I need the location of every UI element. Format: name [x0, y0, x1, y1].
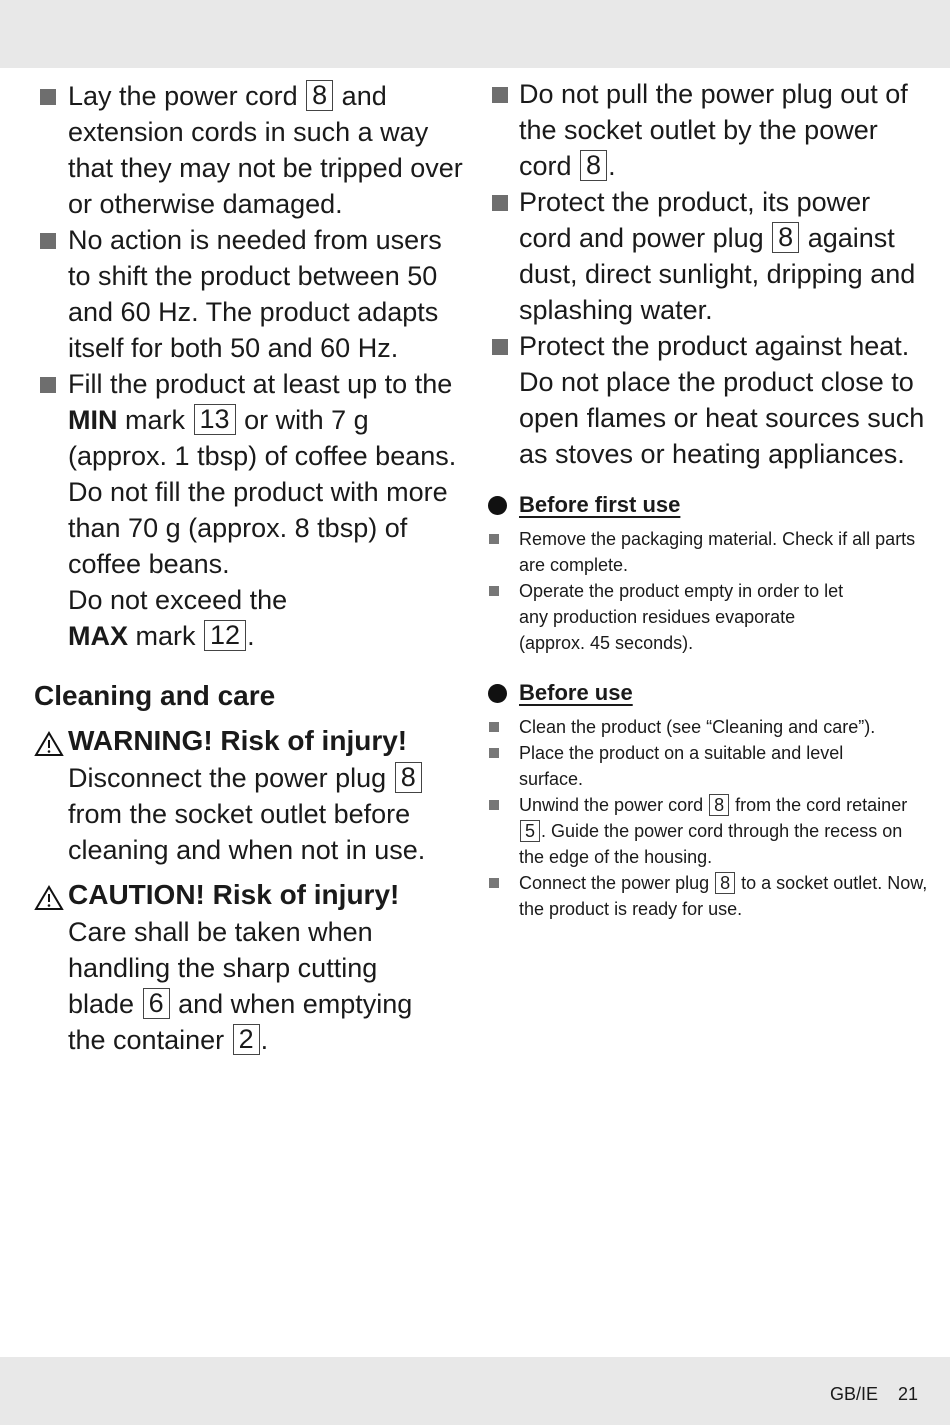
region-label: GB/IE: [829, 1384, 878, 1404]
reference-number: 8: [709, 794, 729, 816]
reference-number: 8: [715, 872, 735, 894]
warning-text: Disconnect the power plug 8 from the socket outlet before cleaning and when not in use.: [68, 762, 426, 865]
caution-title: CAUTION! Risk of injury!: [34, 876, 466, 914]
list-item: Do not pull the power plug out of the socket outlet by the power cord 8 .: [488, 76, 928, 184]
square-bullet-icon: [489, 586, 499, 596]
square-bullet-icon: [489, 748, 499, 758]
list-item: Operate the product empty in order to let any production residues evaporate (approx. 45 seconds).: [488, 578, 928, 656]
caution-text: Care shall be taken when handling the sharp cutting blade 6 and when emptying the container 2 .: [68, 917, 413, 1055]
square-bullet-icon: [40, 89, 56, 105]
warning-triangle-icon: [34, 731, 64, 757]
list-item: Protect the product against heat. Do not place the product close to open flames or heat sources such as stoves or heating appliances.: [488, 328, 928, 472]
section-title: Cleaning and care: [34, 680, 276, 711]
reference-number: 8: [395, 762, 422, 793]
list-item: No action is needed from users to shift the product between 50 and 60 Hz. The product adapts itself for both 50 and 60 Hz.: [34, 222, 466, 366]
list-item: Connect the power plug 8 to a socket outlet. Now, the product is ready for use.: [488, 870, 928, 922]
min-label: MIN: [68, 405, 118, 435]
square-bullet-icon: [489, 800, 499, 810]
list-item: Clean the product (see “Cleaning and care”).: [488, 714, 928, 740]
list-item: Lay the power cord 8 and extension cords in such a way that they may not be tripped over or otherwise damaged.: [34, 78, 466, 222]
square-bullet-icon: [492, 339, 508, 355]
square-bullet-icon: [489, 722, 499, 732]
header-band: [0, 0, 950, 68]
left-column: [34, 78, 466, 1066]
square-bullet-icon: [40, 233, 56, 249]
square-bullet-icon: [40, 377, 56, 393]
circle-bullet-icon: [488, 684, 507, 703]
reference-number: 8: [580, 150, 607, 181]
before-first-use-heading: Before first use: [488, 490, 928, 520]
reference-number: 8: [772, 222, 799, 253]
list-item: Remove the packaging material. Check if all parts are complete.: [488, 526, 928, 578]
reference-number: 5: [520, 820, 540, 842]
page-footer: [830, 1384, 918, 1405]
warning-triangle-icon: [34, 885, 64, 911]
circle-bullet-icon: [488, 496, 507, 515]
reference-number: 8: [306, 80, 333, 111]
square-bullet-icon: [489, 878, 499, 888]
square-bullet-icon: [492, 195, 508, 211]
reference-number: 12: [204, 620, 246, 651]
reference-number: 6: [143, 988, 170, 1019]
page-number: 21: [897, 1384, 918, 1404]
list-item: Unwind the power cord 8 from the cord retainer 5 . Guide the power cord through the recess on the edge of the housing.: [488, 792, 928, 870]
list-item: Protect the product, its power cord and power plug 8 against dust, direct sunlight, dripping and splashing water.: [488, 184, 928, 328]
square-bullet-icon: [492, 87, 508, 103]
max-label: MAX: [68, 621, 128, 651]
reference-number: 13: [194, 404, 236, 435]
footer-band: [0, 1357, 950, 1425]
right-column: [488, 76, 928, 922]
warning-title: WARNING! Risk of injury!: [34, 722, 466, 760]
before-use-heading: Before use: [488, 678, 928, 708]
list-item: Fill the product at least up to the MIN mark 13 or with 7 g (approx. 1 tbsp) of coffee beans. Do not fill the product with more than 70 g (approx. 8 tbsp) of coffee beans. Do not exceed the MAX mark 12 .: [34, 366, 466, 654]
list-item: Place the product on a suitable and level surface.: [488, 740, 928, 792]
reference-number: 2: [233, 1024, 260, 1055]
square-bullet-icon: [489, 534, 499, 544]
